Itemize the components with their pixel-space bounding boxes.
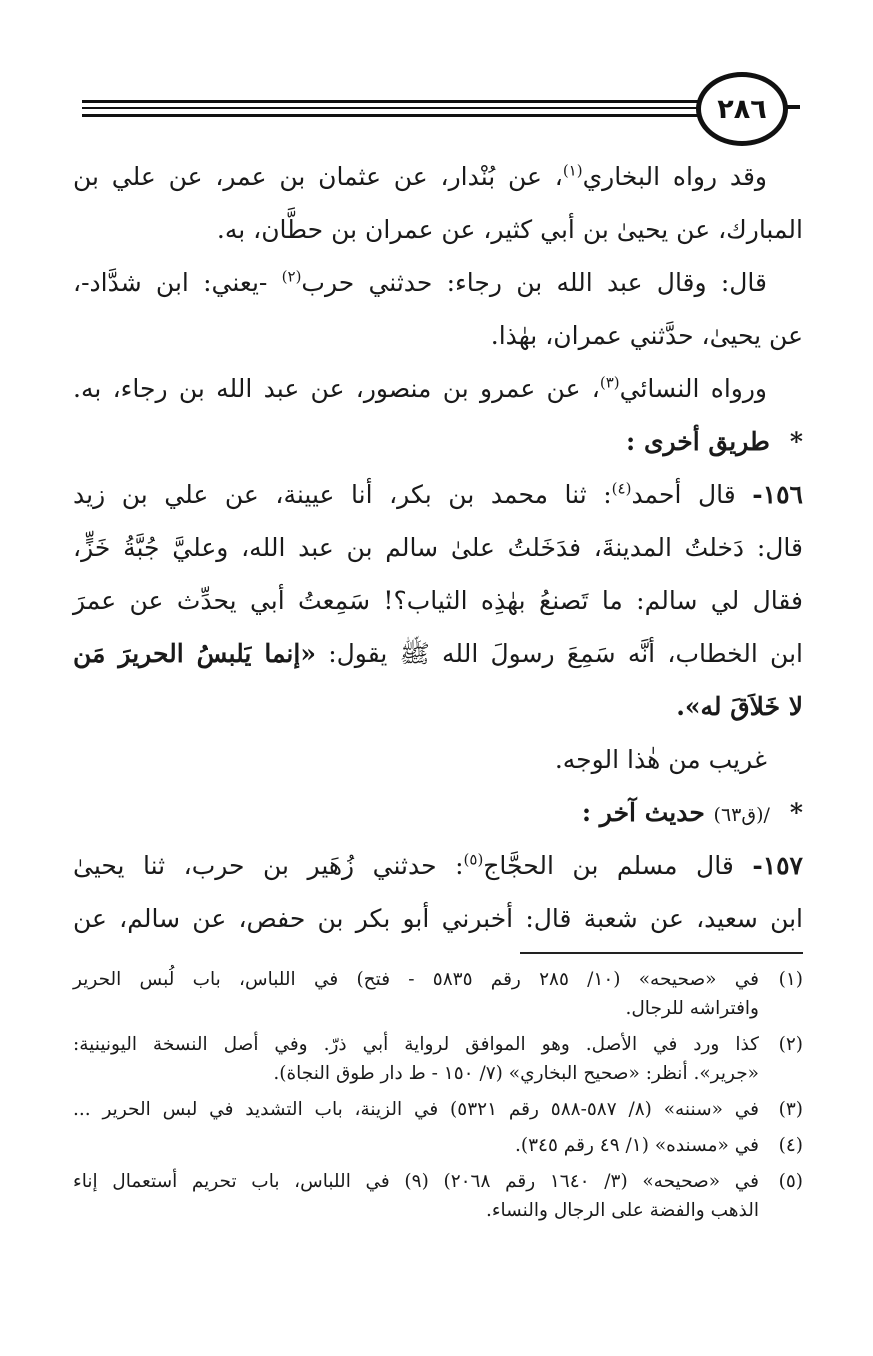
footnotes (73, 965, 803, 1225)
footnote: (٢) كذا ورد في الأصل. وهو الموافق لرواية أبي ذرّ. وفي أصل النسخة اليونينية: «جرير». أنظر: «صحيح البخاري» (٧/ ١٥٠ - ط دار طوق النجاة). (73, 1034, 803, 1084)
footnote: (١) في «صحيحه» (١٠/ ٢٨٥ رقم ٥٨٣٥ - فتح) في اللباس، باب لُبس الحرير وافتراشه للرجال. (73, 969, 803, 1019)
footnote: (٤) في «مسنده» (١/ ٤٩ رقم ٣٤٥). (515, 1135, 803, 1156)
star-icon: * (789, 798, 803, 827)
text-line: ورواه النسائي$^{(٣)}$، عن عمرو بن منصور، عن عبد الله بن رجاء، به. (73, 373, 767, 403)
hadith-number: ١٥٦- (752, 480, 803, 509)
hadith-line: ابن سعيد، عن شعبة قال: أخبرني أبو بكر بن حفص، عن سالم، عن (73, 904, 803, 933)
text-line: وقد رواه البخاري$^{(١)}$، عن بُنْدار، عن عثمان بن عمر، عن علي بن (73, 161, 767, 191)
main-text (73, 150, 803, 945)
hadith-line: ١٥٦- قال أحمد$^{(٤)}$: ثنا محمد بن بكر، أنا عيينة، عن علي بن زيد (73, 479, 803, 509)
page-header (82, 70, 800, 156)
grading-line: غريب من هٰذا الوجه. (554, 745, 767, 774)
footnote: (٣) في «سننه» (٨/ ٥٨٧-٥٨٨ رقم ٥٣٢١) في الزينة، باب التشديد في لبس الحرير ... (73, 1099, 803, 1120)
hadith-line: ١٥٧- قال مسلم بن الحجَّاج$^{(٥)}$: حدثني زُهَير بن حرب، ثنا يحيىٰ (73, 850, 803, 880)
header-rule (82, 114, 712, 117)
page-number: ٢٨٦ (717, 93, 767, 125)
hadith-line: قال: دَخلتُ المدينةَ، فدَخَلتُ علىٰ سالم بن عبد الله، وعليَّ جُبَّةُ خَزٍّ، (73, 533, 803, 562)
section-heading: *طريق أخرى : (626, 427, 803, 456)
hadith-number: ١٥٧- (752, 851, 803, 880)
page-number-badge (696, 72, 788, 146)
text-line: المبارك، عن يحيىٰ بن أبي كثير، عن عمران بن حطَّان، به. (216, 215, 803, 244)
text-line: قال: وقال عبد الله بن رجاء: حدثني حرب$^{(٢)}$ -يعني: ابن شدَّاد-، (73, 267, 767, 297)
header-rule (82, 100, 712, 103)
footnote-divider (520, 952, 803, 954)
hadith-line: فقال لي سالم: ما تَصنعُ بهٰذِه الثياب؟! سَمِعتُ أبي يحدِّث عن عمرَ (73, 586, 803, 615)
star-icon: * (789, 427, 803, 456)
section-heading: */(ق٦٣) حديث آخر : (581, 798, 803, 827)
text-line: عن يحيىٰ، حدَّثني عمران، بهٰذا. (490, 321, 803, 350)
hadith-line: لا خَلاَقَ له». (676, 692, 803, 721)
header-rule (82, 107, 712, 109)
hadith-line: ابن الخطاب، أنَّه سَمِعَ رسولَ الله ﷺ يقول: «إنما يَلبسُ الحريرَ مَن (73, 639, 803, 668)
footnote: (٥) في «صحيحه» (٣/ ١٦٤٠ رقم ٢٠٦٨) (٩) في اللباس، باب تحريم أستعمال إناء الذهب والفضة على الرجال والنساء. (73, 1171, 803, 1221)
manuscript-ref: /(ق٦٣) (713, 804, 770, 826)
